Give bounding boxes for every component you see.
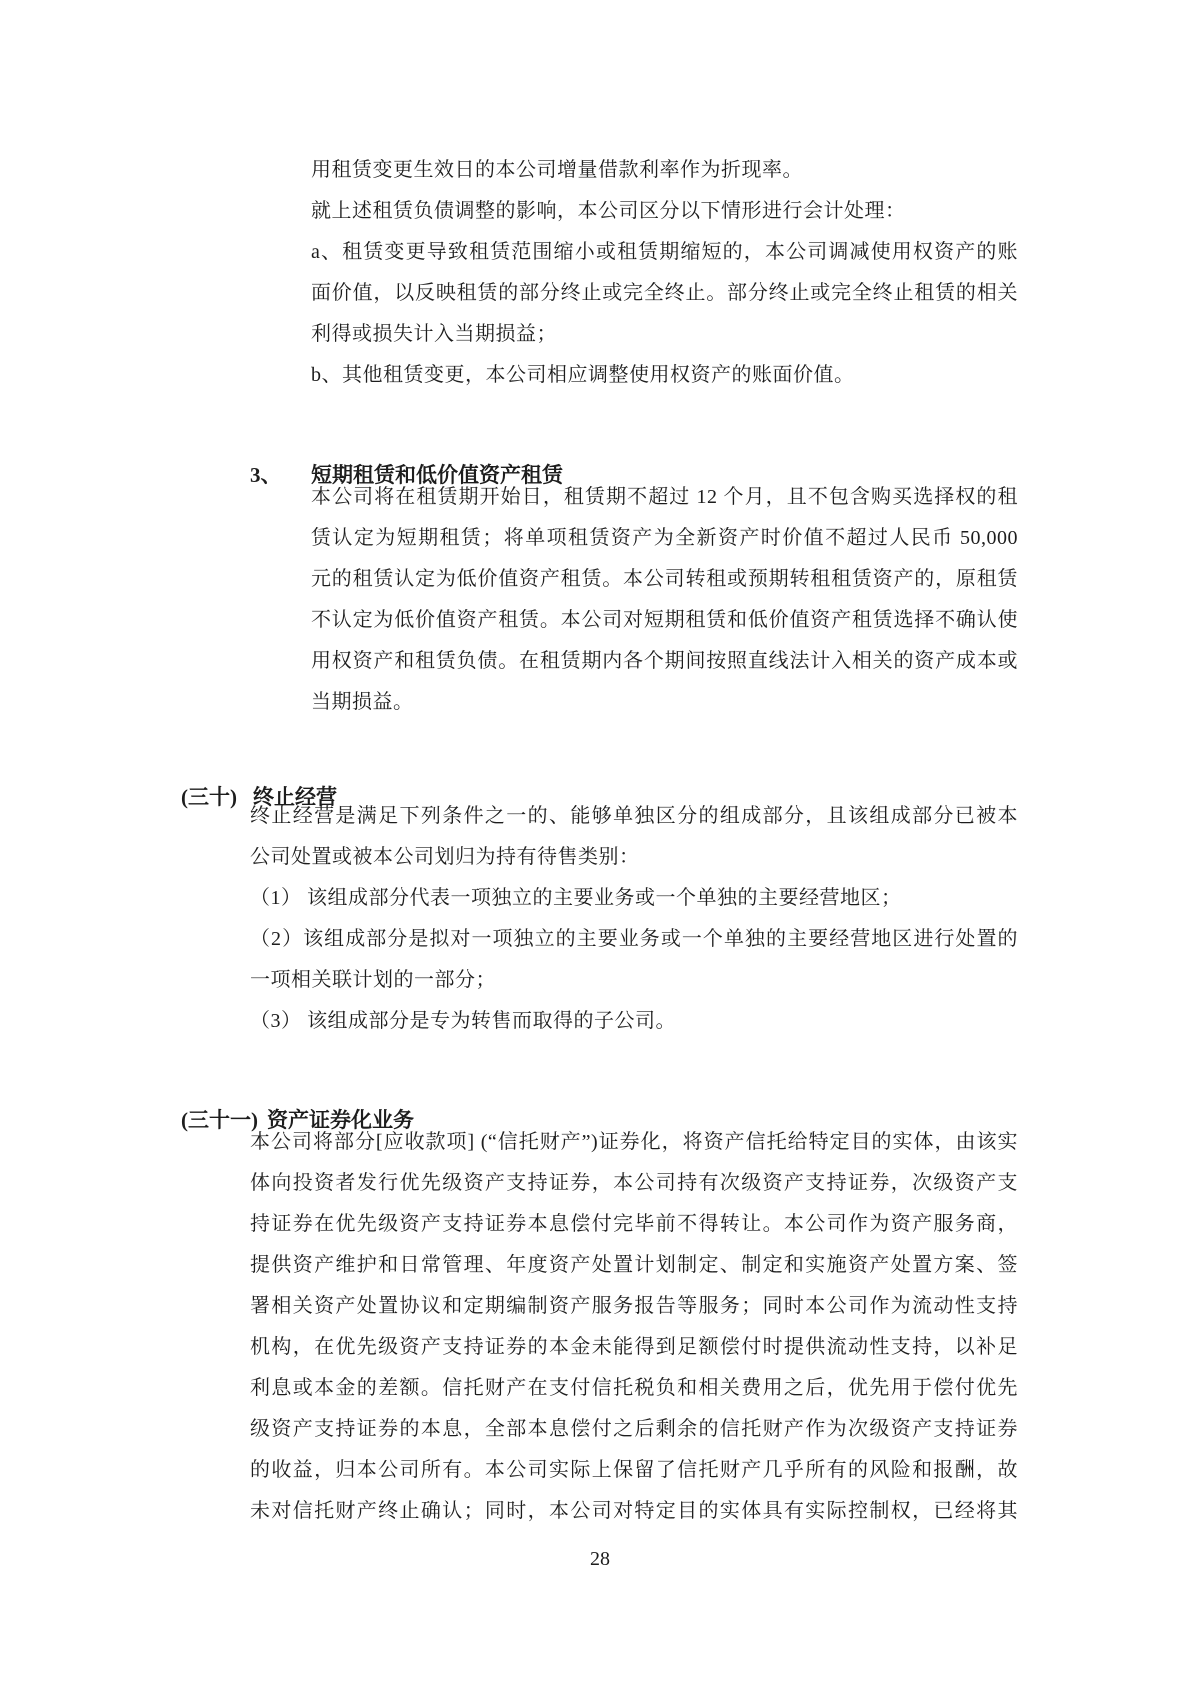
section-title: 终止经营 [253,785,337,809]
body-line: 体向投资者发行优先级资产支持证券，本公司持有次级资产支持证券，次级资产支 [250,1172,1018,1194]
section-title: 短期租赁和低价值资产租赁 [311,463,563,487]
section-number: 3、 [250,463,282,487]
body-line: 未对信托财产终止确认；同时，本公司对特定目的实体具有实际控制权，已经将其 [250,1500,1018,1522]
page-number: 28 [590,1548,610,1570]
section-body-asset-securitization [250,1122,1018,1532]
body-line: 不认定为低价值资产租赁。本公司对短期租赁和低价值资产租赁选择不确认使 [311,609,1018,631]
body-line: 就上述租赁负债调整的影响，本公司区分以下情形进行会计处理： [311,200,906,222]
body-line: a、租赁变更导致租赁范围缩小或租赁期缩短的，本公司调减使用权资产的账 [311,241,1018,263]
body-line: 提供资产维护和日常管理、年度资产处置计划制定、制定和实施资产处置方案、签 [250,1254,1018,1276]
body-line: 一项相关联计划的一部分； [250,969,496,991]
body-line: 用租赁变更生效日的本公司增量借款利率作为折现率。 [311,159,803,181]
section-title: 资产证券化业务 [267,1108,414,1132]
body-line: 赁认定为短期租赁；将单项租赁资产为全新资产时价值不超过人民币 50,000 [311,527,1018,549]
lease-modification-paragraph [311,150,1018,396]
section-number: (三十) [181,785,237,809]
section-number: (三十一) [181,1108,258,1132]
body-line: 公司处置或被本公司划归为持有待售类别： [250,846,640,868]
body-line: 本公司将在租赁期开始日，租赁期不超过 12 个月，且不包含购买选择权的租 [311,486,1018,508]
body-line: 元的租赁认定为低价值资产租赁。本公司转租或预期转租租赁资产的，原租赁 [311,568,1018,590]
body-line: 利得或损失计入当期损益； [311,323,557,345]
section-body-short-term-lease [311,477,1018,723]
body-line: 级资产支持证券的本息，全部本息偿付之后剩余的信托财产作为次级资产支持证券 [250,1418,1018,1440]
body-line: （1） 该组成部分代表一项独立的主要业务或一个单独的主要经营地区； [250,887,902,909]
body-line: 利息或本金的差额。信托财产在支付信托税负和相关费用之后，优先用于偿付优先 [250,1377,1018,1399]
body-line: 本公司将部分[应收款项] (“信托财产”)证券化，将资产信托给特定目的实体，由该实 [250,1131,1018,1153]
body-line: 终止经营是满足下列条件之一的、能够单独区分的组成部分，且该组成部分已被本 [250,805,1018,827]
body-line: 的收益，归本公司所有。本公司实际上保留了信托财产几乎所有的风险和报酬，故 [250,1459,1018,1481]
body-line: b、其他租赁变更，本公司相应调整使用权资产的账面价值。 [311,364,855,386]
body-line: 署相关资产处置协议和定期编制资产服务报告等服务；同时本公司作为流动性支持 [250,1295,1018,1317]
body-line: 机构，在优先级资产支持证券的本金未能得到足额偿付时提供流动性支持，以补足 [250,1336,1018,1358]
body-line: 持证券在优先级资产支持证券本息偿付完毕前不得转让。本公司作为资产服务商， [250,1213,1018,1235]
body-line: （3） 该组成部分是专为转售而取得的子公司。 [250,1010,676,1032]
body-line: 当期损益。 [311,691,414,713]
body-line: （2）该组成部分是拟对一项独立的主要业务或一个单独的主要经营地区进行处置的 [250,928,1018,950]
body-line: 用权资产和租赁负债。在租赁期内各个期间按照直线法计入相关的资产成本或 [311,650,1018,672]
section-body-discontinued-operations [250,796,1018,1042]
body-line: 面价值，以反映租赁的部分终止或完全终止。部分终止或完全终止租赁的相关 [311,282,1018,304]
